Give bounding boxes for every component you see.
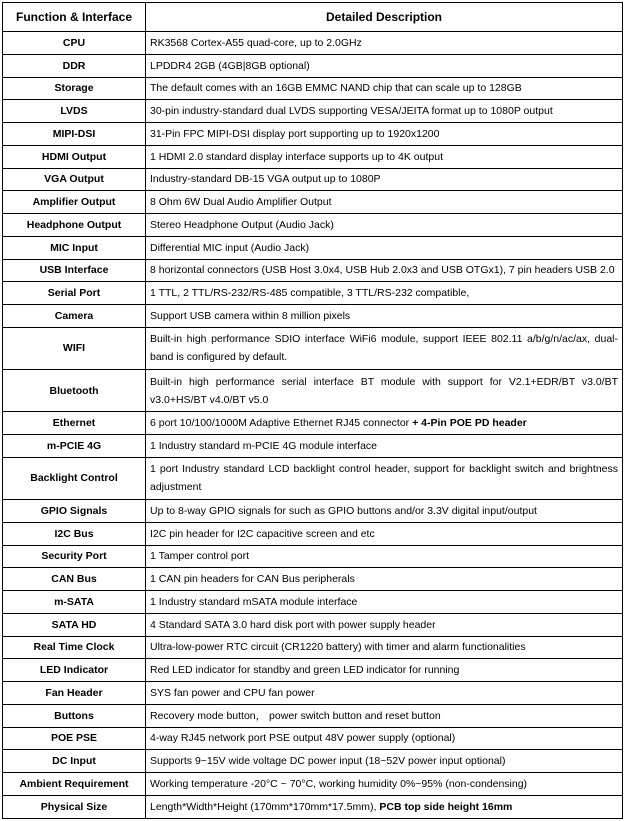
table-row bbox=[3, 500, 623, 523]
description-text: SYS fan power and CPU fan power bbox=[150, 686, 315, 699]
function-cell: Security Port bbox=[3, 545, 146, 568]
description-text: 8 horizontal connectors (USB Host 3.0x4, USB Hub 2.0x3 and USB OTGx1), 7 pin headers USB 2.0 bbox=[150, 264, 615, 277]
description-cell bbox=[146, 727, 623, 750]
description-text: 1 Industry standard mSATA module interface bbox=[150, 595, 358, 608]
function-cell: Fan Header bbox=[3, 682, 146, 705]
table-row bbox=[3, 682, 623, 705]
description-cell bbox=[146, 435, 623, 458]
table-row bbox=[3, 282, 623, 305]
table-row bbox=[3, 613, 623, 636]
description-emphasis: PCB top side height 16mm bbox=[379, 800, 513, 813]
description-cell bbox=[146, 100, 623, 123]
table-row bbox=[3, 750, 623, 773]
description-text: I2C pin header for I2C capacitive screen and etc bbox=[150, 527, 375, 540]
description-cell bbox=[146, 370, 623, 412]
function-cell: CAN Bus bbox=[3, 568, 146, 591]
table-row bbox=[3, 77, 623, 100]
function-cell: Bluetooth bbox=[3, 370, 146, 412]
table-row bbox=[3, 773, 623, 796]
table-row bbox=[3, 435, 623, 458]
table-row bbox=[3, 123, 623, 146]
function-cell: DC Input bbox=[3, 750, 146, 773]
description-text: 4-way RJ45 network port PSE output 48V power supply (optional) bbox=[150, 732, 456, 745]
description-cell bbox=[146, 236, 623, 259]
function-cell: GPIO Signals bbox=[3, 500, 146, 523]
description-text: 31-Pin FPC MIPI-DSI display port supporting up to 1920x1200 bbox=[150, 127, 440, 140]
table-body bbox=[3, 32, 623, 819]
description-text: RK3568 Cortex-A55 quad-core, up to 2.0GHz bbox=[150, 36, 362, 49]
description-text: 8 Ohm 6W Dual Audio Amplifier Output bbox=[150, 196, 332, 209]
header-function: Function & Interface bbox=[3, 3, 146, 32]
table-header-row bbox=[3, 3, 623, 32]
table-row bbox=[3, 327, 623, 369]
description-cell bbox=[146, 282, 623, 305]
function-cell: Storage bbox=[3, 77, 146, 100]
spec-table bbox=[2, 2, 623, 819]
function-cell: Buttons bbox=[3, 704, 146, 727]
function-cell: CPU bbox=[3, 32, 146, 55]
description-cell bbox=[146, 750, 623, 773]
description-text: Support USB camera within 8 million pixels bbox=[150, 309, 351, 322]
table-row bbox=[3, 412, 623, 435]
table-row bbox=[3, 457, 623, 499]
description-cell bbox=[146, 568, 623, 591]
function-cell: m-PCIE 4G bbox=[3, 435, 146, 458]
description-cell bbox=[146, 773, 623, 796]
function-cell: WIFI bbox=[3, 327, 146, 369]
description-cell bbox=[146, 305, 623, 328]
description-text: Supports 9~15V wide voltage DC power input (18~52V power input optional) bbox=[150, 755, 506, 768]
function-cell: MIC Input bbox=[3, 236, 146, 259]
table-row bbox=[3, 100, 623, 123]
description-cell bbox=[146, 682, 623, 705]
function-cell: Backlight Control bbox=[3, 457, 146, 499]
table-row bbox=[3, 259, 623, 282]
function-cell: Camera bbox=[3, 305, 146, 328]
description-cell bbox=[146, 145, 623, 168]
description-text: 4 Standard SATA 3.0 hard disk port with power supply header bbox=[150, 618, 436, 631]
table-row bbox=[3, 145, 623, 168]
function-cell: Real Time Clock bbox=[3, 636, 146, 659]
description-cell bbox=[146, 32, 623, 55]
description-cell bbox=[146, 500, 623, 523]
description-text: Recovery mode button， power switch button and reset button bbox=[150, 709, 441, 722]
table-row bbox=[3, 191, 623, 214]
table-row bbox=[3, 704, 623, 727]
header-description: Detailed Description bbox=[146, 3, 623, 32]
description-text: 1 Industry standard m-PCIE 4G module interface bbox=[150, 439, 378, 452]
table-row bbox=[3, 214, 623, 237]
function-cell: VGA Output bbox=[3, 168, 146, 191]
description-cell bbox=[146, 191, 623, 214]
description-cell bbox=[146, 522, 623, 545]
function-cell: Amplifier Output bbox=[3, 191, 146, 214]
table-row bbox=[3, 795, 623, 818]
function-cell: DDR bbox=[3, 54, 146, 77]
description-text: 1 TTL, 2 TTL/RS-232/RS-485 compatible, 3 TTL/RS-232 compatible, bbox=[150, 287, 470, 300]
description-cell bbox=[146, 168, 623, 191]
table-row bbox=[3, 236, 623, 259]
description-cell bbox=[146, 457, 623, 499]
description-cell bbox=[146, 613, 623, 636]
function-cell: Headphone Output bbox=[3, 214, 146, 237]
table-row bbox=[3, 54, 623, 77]
function-cell: POE PSE bbox=[3, 727, 146, 750]
function-cell: LVDS bbox=[3, 100, 146, 123]
function-cell: Physical Size bbox=[3, 795, 146, 818]
table-row bbox=[3, 727, 623, 750]
function-cell: HDMI Output bbox=[3, 145, 146, 168]
function-cell: m-SATA bbox=[3, 591, 146, 614]
function-cell: Ethernet bbox=[3, 412, 146, 435]
description-cell bbox=[146, 259, 623, 282]
description-text: Red LED indicator for standby and green LED indicator for running bbox=[150, 664, 460, 677]
description-cell bbox=[146, 412, 623, 435]
description-text: 1 port Industry standard LCD backlight control header, support for backlight switch and brightness adjustment bbox=[150, 463, 618, 494]
description-text: Up to 8-way GPIO signals for such as GPIO buttons and/or 3.3V digital input/output bbox=[150, 504, 537, 517]
table-row bbox=[3, 32, 623, 55]
description-cell bbox=[146, 591, 623, 614]
function-cell: Ambient Requirement bbox=[3, 773, 146, 796]
description-cell bbox=[146, 659, 623, 682]
description-cell bbox=[146, 636, 623, 659]
description-text: Stereo Headphone Output (Audio Jack) bbox=[150, 218, 334, 231]
description-text: Working temperature -20°C ~ 70°C, working humidity 0%~95% (non-condensing) bbox=[150, 777, 528, 790]
description-text: Built-in high performance serial interface BT module with support for V2.1+EDR/BT v3.0/BT v3.0+HS/BT v4.0/BT v5.0 bbox=[150, 375, 618, 406]
description-text: Industry-standard DB-15 VGA output up to 1080P bbox=[150, 173, 381, 186]
description-emphasis: + 4-Pin POE PD header bbox=[412, 417, 527, 430]
description-cell bbox=[146, 123, 623, 146]
table-row bbox=[3, 568, 623, 591]
table-row bbox=[3, 305, 623, 328]
description-text: Differential MIC input (Audio Jack) bbox=[150, 241, 310, 254]
description-cell bbox=[146, 214, 623, 237]
description-text: 30-pin industry-standard dual LVDS supporting VESA/JEITA format up to 1080P output bbox=[150, 105, 553, 118]
function-cell: Serial Port bbox=[3, 282, 146, 305]
description-cell bbox=[146, 704, 623, 727]
description-text: 1 Tamper control port bbox=[150, 550, 250, 563]
description-text: The default comes with an 16GB EMMC NAND chip that can scale up to 128GB bbox=[150, 82, 522, 95]
description-text: Ultra-low-power RTC circuit (CR1220 battery) with timer and alarm functionalities bbox=[150, 641, 526, 654]
description-cell bbox=[146, 545, 623, 568]
table-row bbox=[3, 522, 623, 545]
table-row bbox=[3, 545, 623, 568]
function-cell: MIPI-DSI bbox=[3, 123, 146, 146]
table-row bbox=[3, 636, 623, 659]
table-row bbox=[3, 168, 623, 191]
table-row bbox=[3, 370, 623, 412]
description-cell bbox=[146, 327, 623, 369]
function-cell: SATA HD bbox=[3, 613, 146, 636]
description-cell bbox=[146, 77, 623, 100]
description-cell bbox=[146, 54, 623, 77]
table-row bbox=[3, 591, 623, 614]
description-text: Built-in high performance SDIO interface WiFi6 module, support IEEE 802.11 a/b/g/n/ac/ax, dual-band is configured by default. bbox=[150, 333, 618, 364]
description-text: 6 port 10/100/1000M Adaptive Ethernet RJ45 connector bbox=[150, 417, 413, 430]
function-cell: LED Indicator bbox=[3, 659, 146, 682]
function-cell: USB Interface bbox=[3, 259, 146, 282]
table-row bbox=[3, 659, 623, 682]
description-cell bbox=[146, 795, 623, 818]
description-text: Length*Width*Height (170mm*170mm*17.5mm), bbox=[150, 800, 380, 813]
description-text: 1 CAN pin headers for CAN Bus peripherals bbox=[150, 573, 355, 586]
function-cell: I2C Bus bbox=[3, 522, 146, 545]
description-text: 1 HDMI 2.0 standard display interface supports up to 4K output bbox=[150, 150, 444, 163]
description-text: LPDDR4 2GB (4GB|8GB optional) bbox=[150, 59, 310, 72]
